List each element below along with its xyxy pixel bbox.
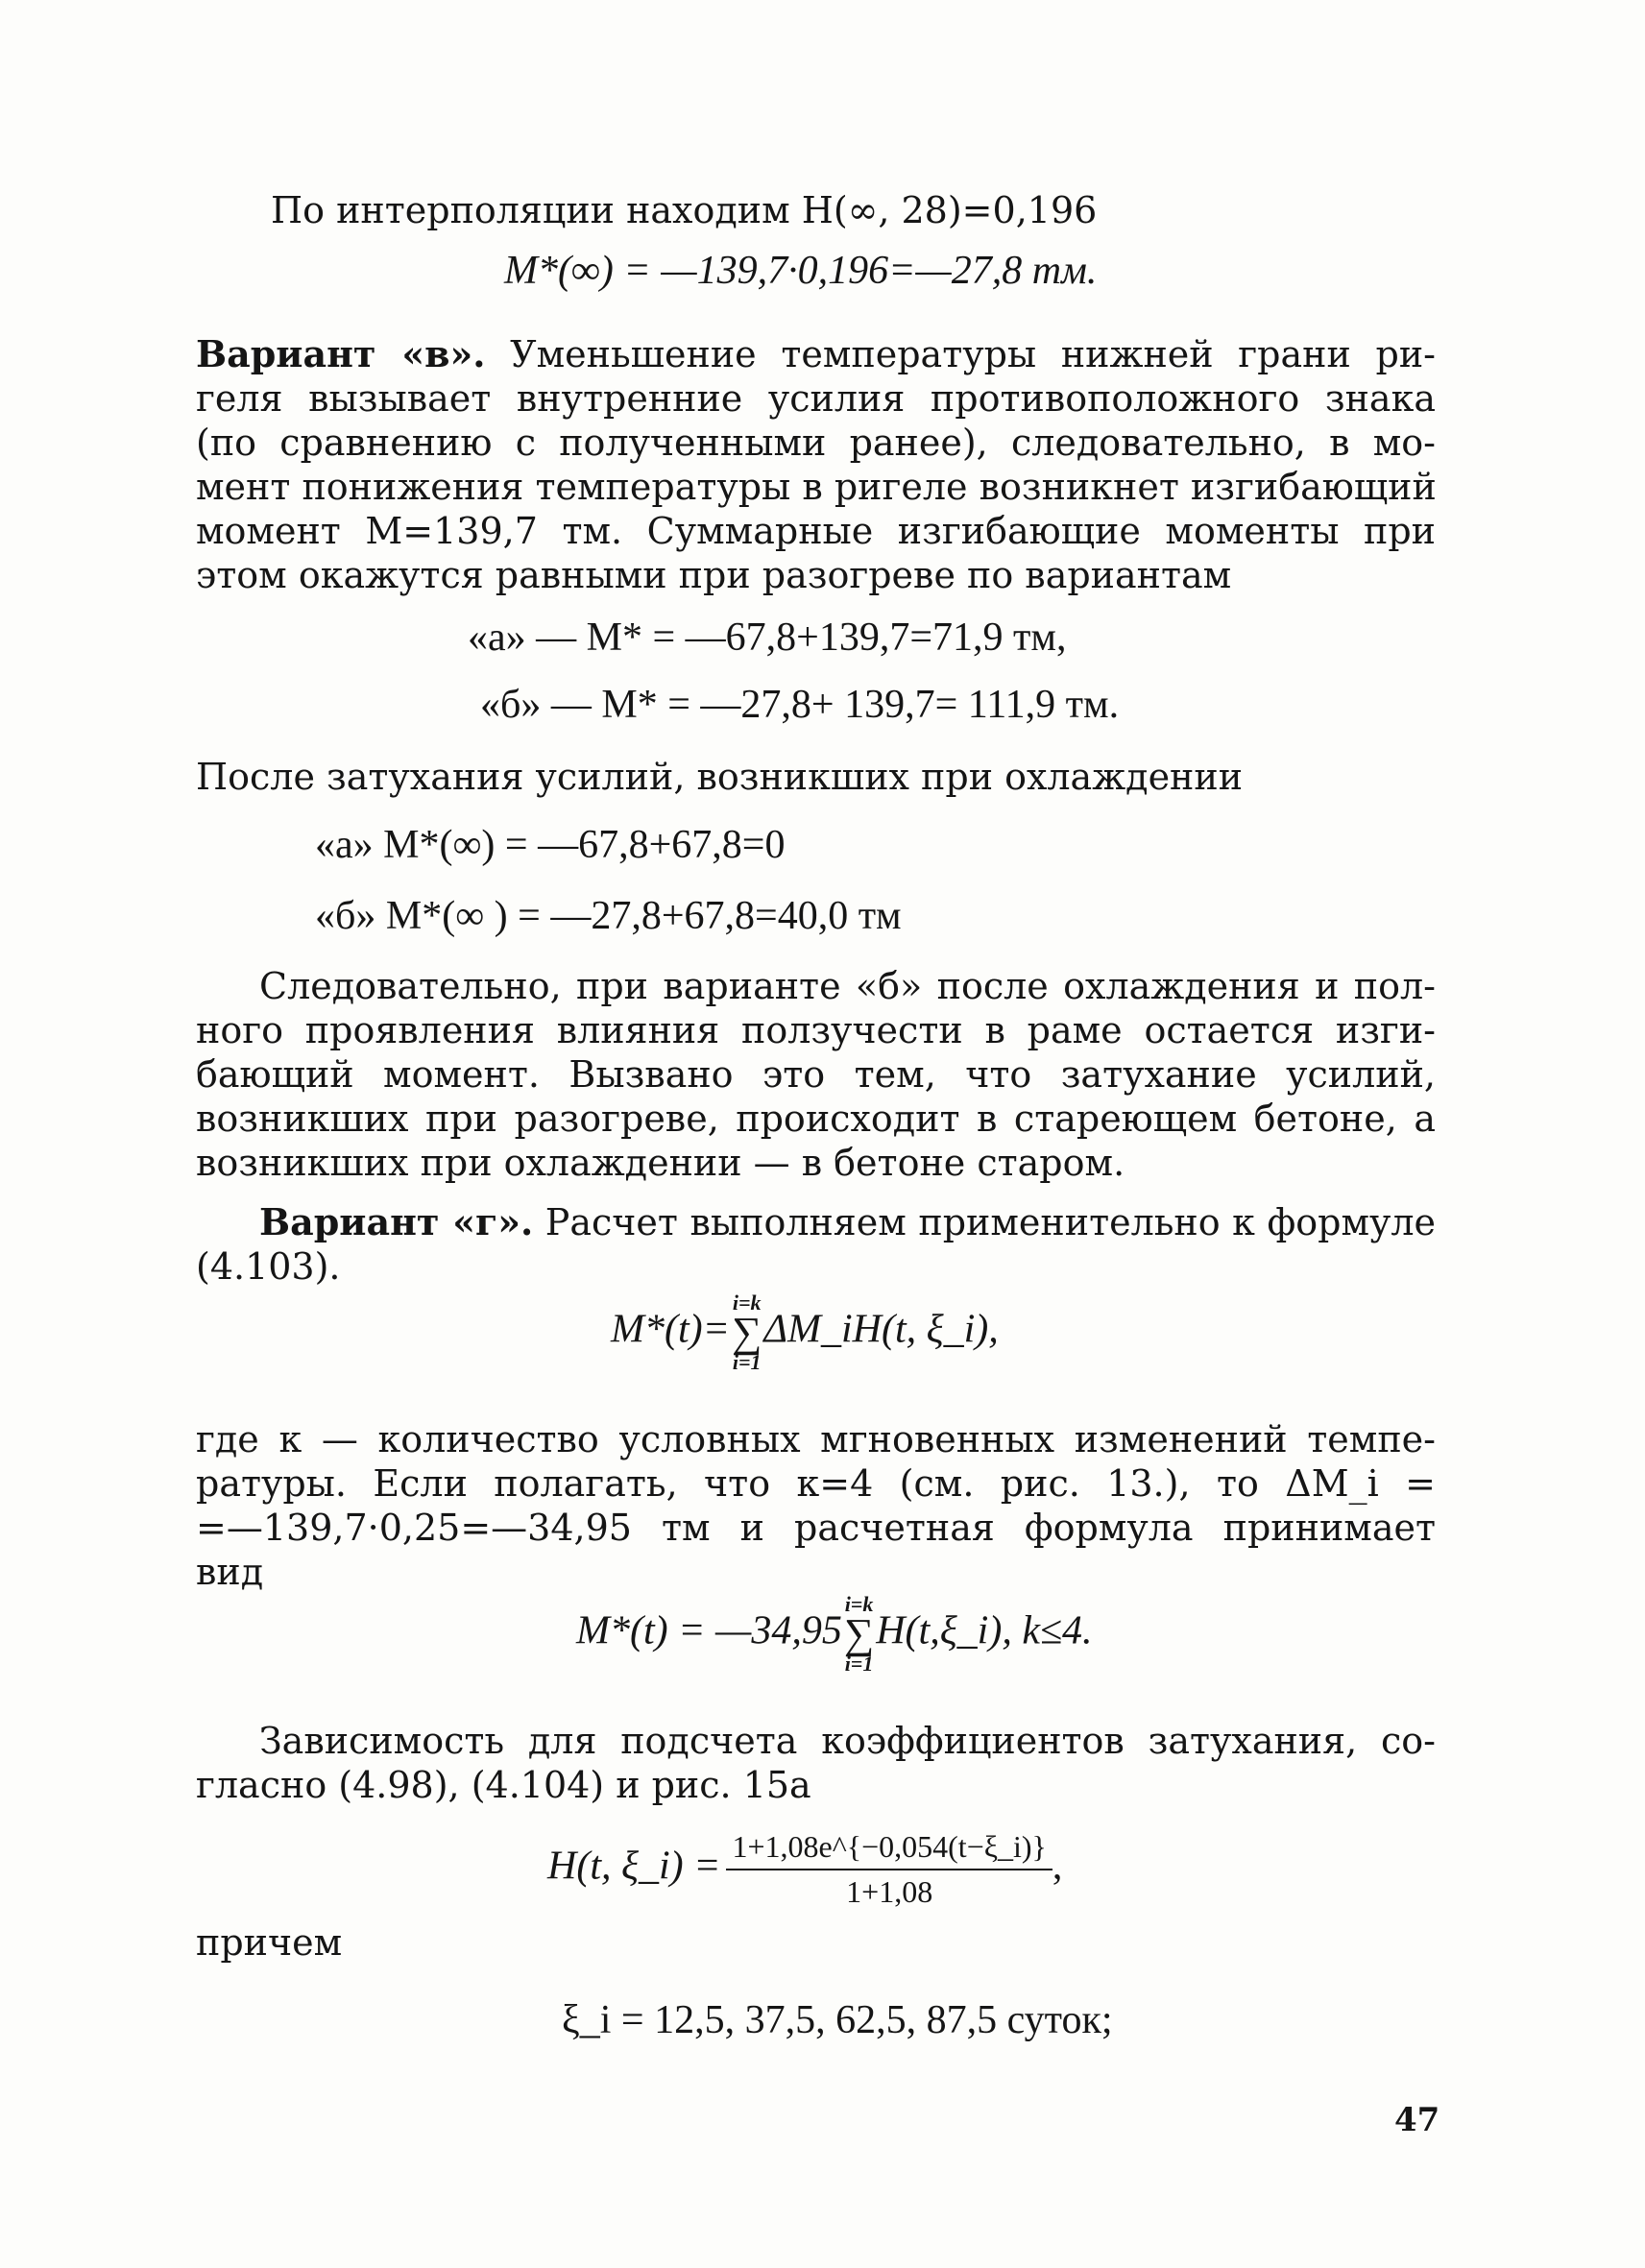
formula-m-infinity: M*(∞) = —139,7·0,196=—27,8 тм. [504,249,1098,293]
formula-variant-b: «б» — M* = —27,8+ 139,7= 111,9 тм. [480,683,1120,727]
formula-b-infinity: «б» M*(∞ ) = —27,8+67,8=40,0 тм [315,894,902,938]
variant-g-heading: Вариант «г». [259,1200,534,1243]
paragraph-variant-v: Вариант «в». Уменьшение температуры нижней грани ри- геля вызывает внутренние усилия противоположного знака (по сравнению с полученными ранее), следовательно, в мо- мент понижения температуры в ригеле возникнет изгибающий момент M=139,7 тм. Суммарные изгибающие моменты при этом окажутся равными при разогреве по вариантам [196,332,1437,596]
formula-sum-general: M*(t)= i=k ∑ i=1 ΔM_iH(t, ξ_i), [611,1291,999,1374]
formula-xi-values: ξ_i = 12,5, 37,5, 62,5, 87,5 суток; [562,1998,1113,2042]
page-number: 47 [1394,2101,1440,2139]
variant-v-heading: Вариант «в». [196,332,486,375]
sum-sign-icon: i=k ∑ i=1 [731,1291,762,1374]
interpolation-line: По интерполяции находим H(∞, 28)=0,196 [271,189,1098,231]
paragraph-where-k: где к — количество условных мгновенных изменений темпе- ратуры. Если полагать, что к=4 (см. рис. 13.), то ΔM_i = =—139,7·0,25=—34,95 тм и расчетная формула принимает вид [196,1418,1436,1593]
formula-a-infinity: «а» M*(∞) = —67,8+67,8=0 [315,823,786,867]
formula-variant-a: «а» — M* = —67,8+139,7=71,9 тм, [468,615,1067,660]
paragraph-dependence: Зависимость для подсчета коэффициентов затухания, со- гласно (4.98), (4.104) и рис. 15а [196,1720,1436,1806]
after-damping-line: После затухания усилий, возникших при охлаждении [196,756,1244,798]
sum-sign-icon: i=k ∑ i=1 [843,1592,875,1676]
prichem-line: причем [196,1921,343,1964]
formula-sum-design: M*(t) = —34,95 i=k ∑ i=1 H(t,ξ_i), k≤4. [576,1592,1093,1676]
paragraph-variant-g: Вариант «г». Расчет выполняем применительно к формуле (4.103). [196,1200,1436,1288]
paragraph-consequently: Следовательно, при варианте «б» после охлаждения и пол- ного проявления влияния ползучести в раме остается изги- бающий момент. Вызвано это тем, что затухание усилий, возникших при разогреве, происходит в стареющем бетоне, а возникших при охлаждении — в бетоне старом. [196,965,1436,1184]
formula-damping-coefficient: H(t, ξ_i) = $\frac{1+1,08e\^{}\{-0,054(t-\xi\_i)\}}{1+1,08}$ , [547,1829,1063,1909]
fraction: $\frac{1+1,08e\^{}\{-0,054(t-\xi\_i)\}}{1+1,08}$ [726,1829,1052,1910]
